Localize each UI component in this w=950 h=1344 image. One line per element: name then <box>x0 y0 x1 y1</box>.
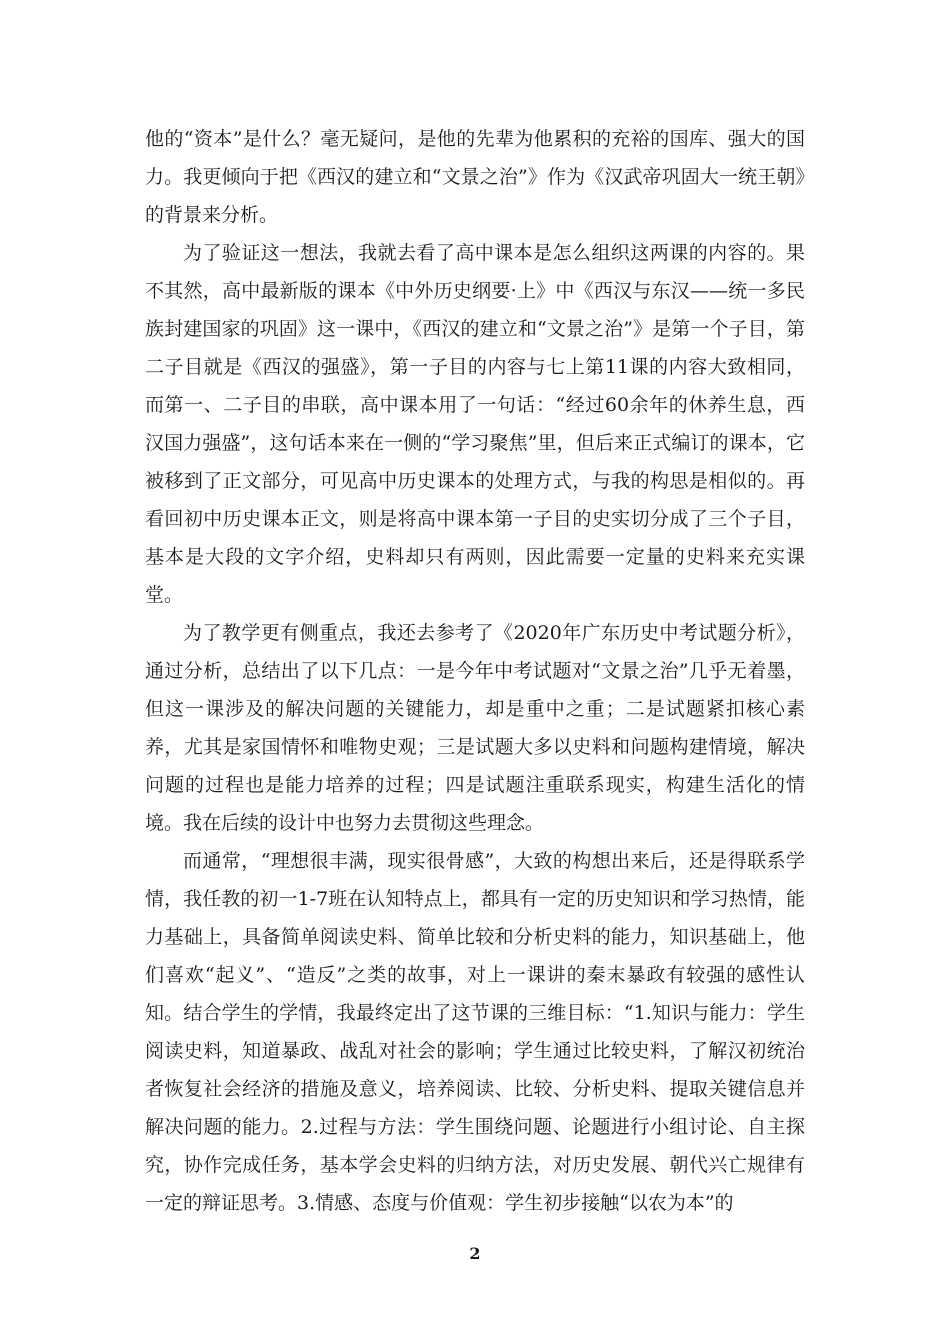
paragraph-exam-analysis: 为了教学更有侧重点，我还去参考了《2020年广东历史中考试题分析》，通过分析，总结出了以下几点：一是今年中考试题对“文景之治”几乎无着墨，但这一课涉及的解决问题的关键能力，却是重中之重；二是试题紧扣核心素养，尤其是家国情怀和唯物史观；三是试题大多以史料和问题构建情境，解决问题的过程也是能力培养的过程；四是试题注重联系现实，构建生活化的情境。我在后续的设计中也努力去贯彻这些理念。 <box>145 622 805 834</box>
body-text <box>145 120 805 1222</box>
paragraph-continuation: 他的“资本”是什么？毫无疑问，是他的先辈为他累积的充裕的国库、强大的国力。我更倾向于把《西汉的建立和“文景之治”》作为《汉武帝巩固大一统王朝》的背景来分析。 <box>145 128 805 226</box>
paragraph-student-analysis: 而通常，“理想很丰满，现实很骨感”，大致的构想出来后，还是得联系学情，我任教的初一1-7班在认知特点上，都具有一定的历史知识和学习热情，能力基础上，具备简单阅读史料、简单比较和分析史料的能力，知识基础上，他们喜欢“起义”、“造反”之类的故事，对上一课讲的秦末暴政有较强的感性认知。结合学生的学情，我最终定出了这节课的三维目标：“1.知识与能力：学生阅读史料，知道暴政、战乱对社会的影响；学生通过比较史料，了解汉初统治者恢复社会经济的措施及意义，培养阅读、比较、分析史料、提取关键信息并解决问题的能力。2.过程与方法：学生围绕问题、论题进行小组讨论、自主探究，协作完成任务，基本学会史料的归纳方法，对历史发展、朝代兴亡规律有一定的辩证思考。3.情感、态度与价值观：学生初步接触“以农为本”的 <box>145 850 805 1214</box>
paragraph-textbook-comparison: 为了验证这一想法，我就去看了高中课本是怎么组织这两课的内容的。果不其然，高中最新版的课本《中外历史纲要·上》中《西汉与东汉——统一多民族封建国家的巩固》这一课中，《西汉的建立和“文景之治”》是第一个子目，第二子目就是《西汉的强盛》，第一子目的内容与七上第11课的内容大致相同，而第一、二子目的串联，高中课本用了一句话：“经过60余年的休养生息，西汉国力强盛”，这句话本来在一侧的“学习聚焦”里，但后来正式编订的课本，它被移到了正文部分，可见高中历史课本的处理方式，与我的构思是相似的。再看回初中历史课本正文，则是将高中课本第一子目的史实切分成了三个子目，基本是大段的文字介绍，史料却只有两则，因此需要一定量的史料来充实课堂。 <box>145 242 805 606</box>
page-number: 2 <box>469 1244 481 1263</box>
